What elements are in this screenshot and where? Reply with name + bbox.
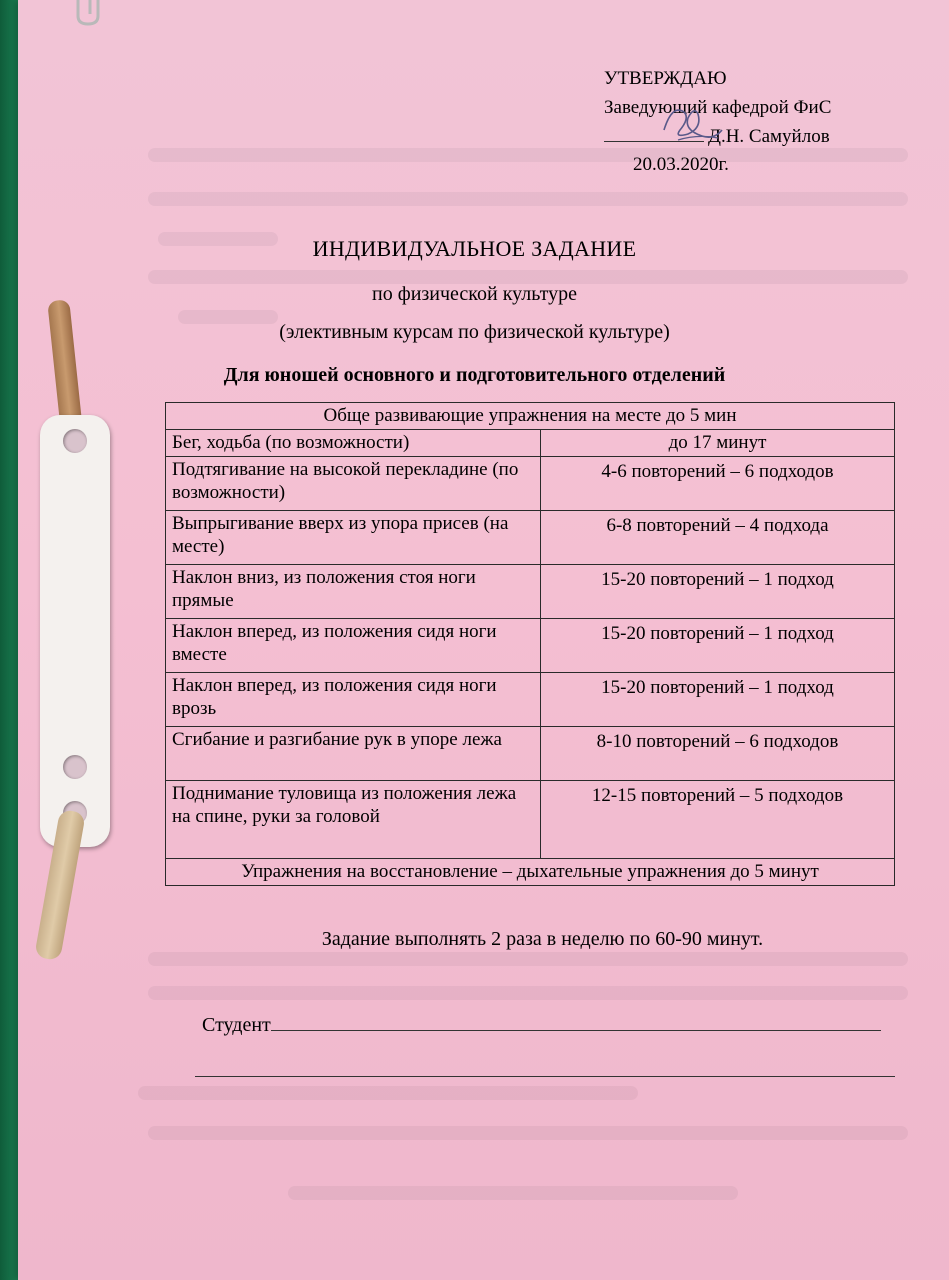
document-title: ИНДИВИДУАЛЬНОЕ ЗАДАНИЕ bbox=[312, 236, 637, 261]
dose-cell: 4-6 повторений – 6 подходов bbox=[541, 457, 895, 511]
approval-label: УТВЕРЖДАЮ bbox=[604, 68, 727, 89]
paperclip-icon bbox=[70, 0, 114, 28]
dose-cell: до 17 минут bbox=[541, 430, 895, 457]
binder-fastener bbox=[40, 415, 110, 847]
table-row bbox=[166, 673, 895, 727]
document-audience: Для юношей основного и подготовительного отделений bbox=[223, 364, 726, 386]
exercise-cell: Наклон вниз, из положения стоя ноги прямые bbox=[166, 565, 541, 619]
dose-cell: 15-20 повторений – 1 подход bbox=[541, 673, 895, 727]
exercise-cell: Поднимание туловища из положения лежа на спине, руки за головой bbox=[166, 781, 541, 859]
table-row bbox=[166, 430, 895, 457]
fastener-hole bbox=[63, 755, 87, 779]
student-field bbox=[202, 1010, 881, 1037]
signature-scribble bbox=[658, 100, 728, 146]
exercise-cell: Наклон вперед, из положения сидя ноги врозь bbox=[166, 673, 541, 727]
table-row bbox=[166, 457, 895, 511]
exercise-cell: Подтягивание на высокой перекладине (по возможности) bbox=[166, 457, 541, 511]
exercise-cell: Выпрыгивание вверх из упора присев (на месте) bbox=[166, 511, 541, 565]
table-row-warmup bbox=[166, 403, 895, 430]
approval-position: Заведующий кафедрой ФиС bbox=[604, 97, 832, 118]
cooldown-cell: Упражнения на восстановление – дыхательные упражнения до 5 минут bbox=[166, 859, 895, 886]
warmup-cell: Обще развивающие упражнения на месте до 5 мин bbox=[166, 403, 895, 430]
student-fill-line bbox=[271, 1010, 881, 1031]
table-row bbox=[166, 619, 895, 673]
dose-cell: 6-8 повторений – 4 подхода bbox=[541, 511, 895, 565]
table-row bbox=[166, 727, 895, 781]
dose-cell: 8-10 повторений – 6 подходов bbox=[541, 727, 895, 781]
approval-date: 20.03.2020г. bbox=[633, 154, 729, 175]
dose-cell: 15-20 повторений – 1 подход bbox=[541, 619, 895, 673]
document-subject-alt: (элективным курсам по физической культуре) bbox=[279, 321, 670, 343]
schedule-note: Задание выполнять 2 раза в неделю по 60-90 минут. bbox=[321, 928, 764, 950]
table-row bbox=[166, 781, 895, 859]
dose-cell: 15-20 повторений – 1 подход bbox=[541, 565, 895, 619]
student-label: Студент bbox=[202, 1014, 271, 1036]
table-row-cooldown bbox=[166, 859, 895, 886]
exercise-cell: Сгибание и разгибание рук в упоре лежа bbox=[166, 727, 541, 781]
approval-name: Д.Н. Самуйлов bbox=[708, 126, 830, 147]
student-second-line bbox=[195, 1076, 895, 1077]
exercise-table bbox=[165, 402, 895, 886]
document-subject: по физической культуре bbox=[372, 283, 577, 305]
fastener-hole bbox=[63, 429, 87, 453]
exercise-cell: Наклон вперед, из положения сидя ноги вместе bbox=[166, 619, 541, 673]
dose-cell: 12-15 повторений – 5 подходов bbox=[541, 781, 895, 859]
table-row bbox=[166, 565, 895, 619]
exercise-cell: Бег, ходьба (по возможности) bbox=[166, 430, 541, 457]
table-row bbox=[166, 511, 895, 565]
